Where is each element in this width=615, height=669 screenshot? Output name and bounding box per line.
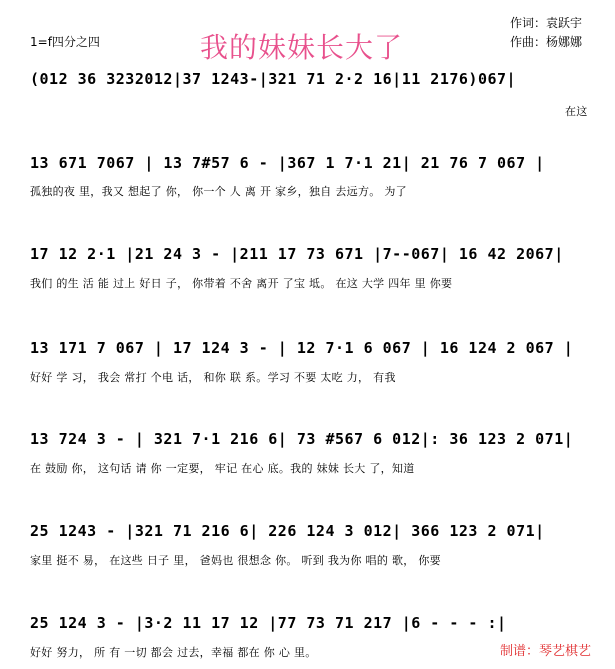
notation-line-4: 13 171 7 067 | 17 124 3 - | 12 7·1 6 067 | 16 124 2 067 | xyxy=(30,339,574,357)
song-title: 我的妹妹长大了 xyxy=(200,31,404,64)
lyricist-credit: 作词：袁跃宇 xyxy=(510,16,583,30)
lyric-line-7: 好好 努力， 所 有 一切 都会 过去，幸福 都在 你 心 里。 xyxy=(30,646,317,659)
lyric-line-2: 孤独的夜 里，我又 想起了 你， 你一个 人 离 开 家乡，独自 去远方。 为了 xyxy=(30,185,407,198)
key-signature: 1=f四分之四 xyxy=(30,35,100,49)
notation-line-3: 17 12 2·1 |21 24 3 - |211 17 73 671 |7--067| 16 42 2067| xyxy=(30,245,564,263)
lyric-line-1: 在这 xyxy=(565,105,588,118)
notation-line-5: 13 724 3 - | 321 7·1 216 6| 73 #567 6 012|: 36 123 2 071| xyxy=(30,430,574,448)
lyric-line-5: 在 鼓励 你， 这句话 请 你 一定要， 牢记 在心 底。我的 妹妹 长大 了，知道 xyxy=(30,462,415,475)
lyric-line-6: 家里 挺不 易， 在这些 日子 里， 爸妈也 很想念 你。 听到 我为你 唱的 歌， 你要 xyxy=(30,554,441,567)
lyric-line-4: 好好 学 习， 我会 常打 个电 话， 和你 联 系。学习 不要 太吃 力， 有我 xyxy=(30,371,396,384)
notation-line-2: 13 671 7067 | 13 7#57 6 - |367 1 7·1 21| 21 76 7 067 | xyxy=(30,154,545,172)
notation-line-1: (012 36 3232012|37 1243-|321 71 2·2 16|11 2176)067| xyxy=(30,70,517,88)
lyric-line-3: 我们 的生 活 能 过上 好日 子， 你带着 不舍 离开 了宝 坻。 在这 大学 四年 里 你要 xyxy=(30,277,453,290)
composer-credit: 作曲：杨娜娜 xyxy=(510,35,583,49)
notation-line-7: 25 124 3 - |3·2 11 17 12 |77 73 71 217 |6 - - - :| xyxy=(30,614,507,632)
notation-line-6: 25 1243 - |321 71 216 6| 226 124 3 012| 366 123 2 071| xyxy=(30,522,545,540)
score-credit: 制谱：琴艺棋艺 xyxy=(500,644,592,659)
